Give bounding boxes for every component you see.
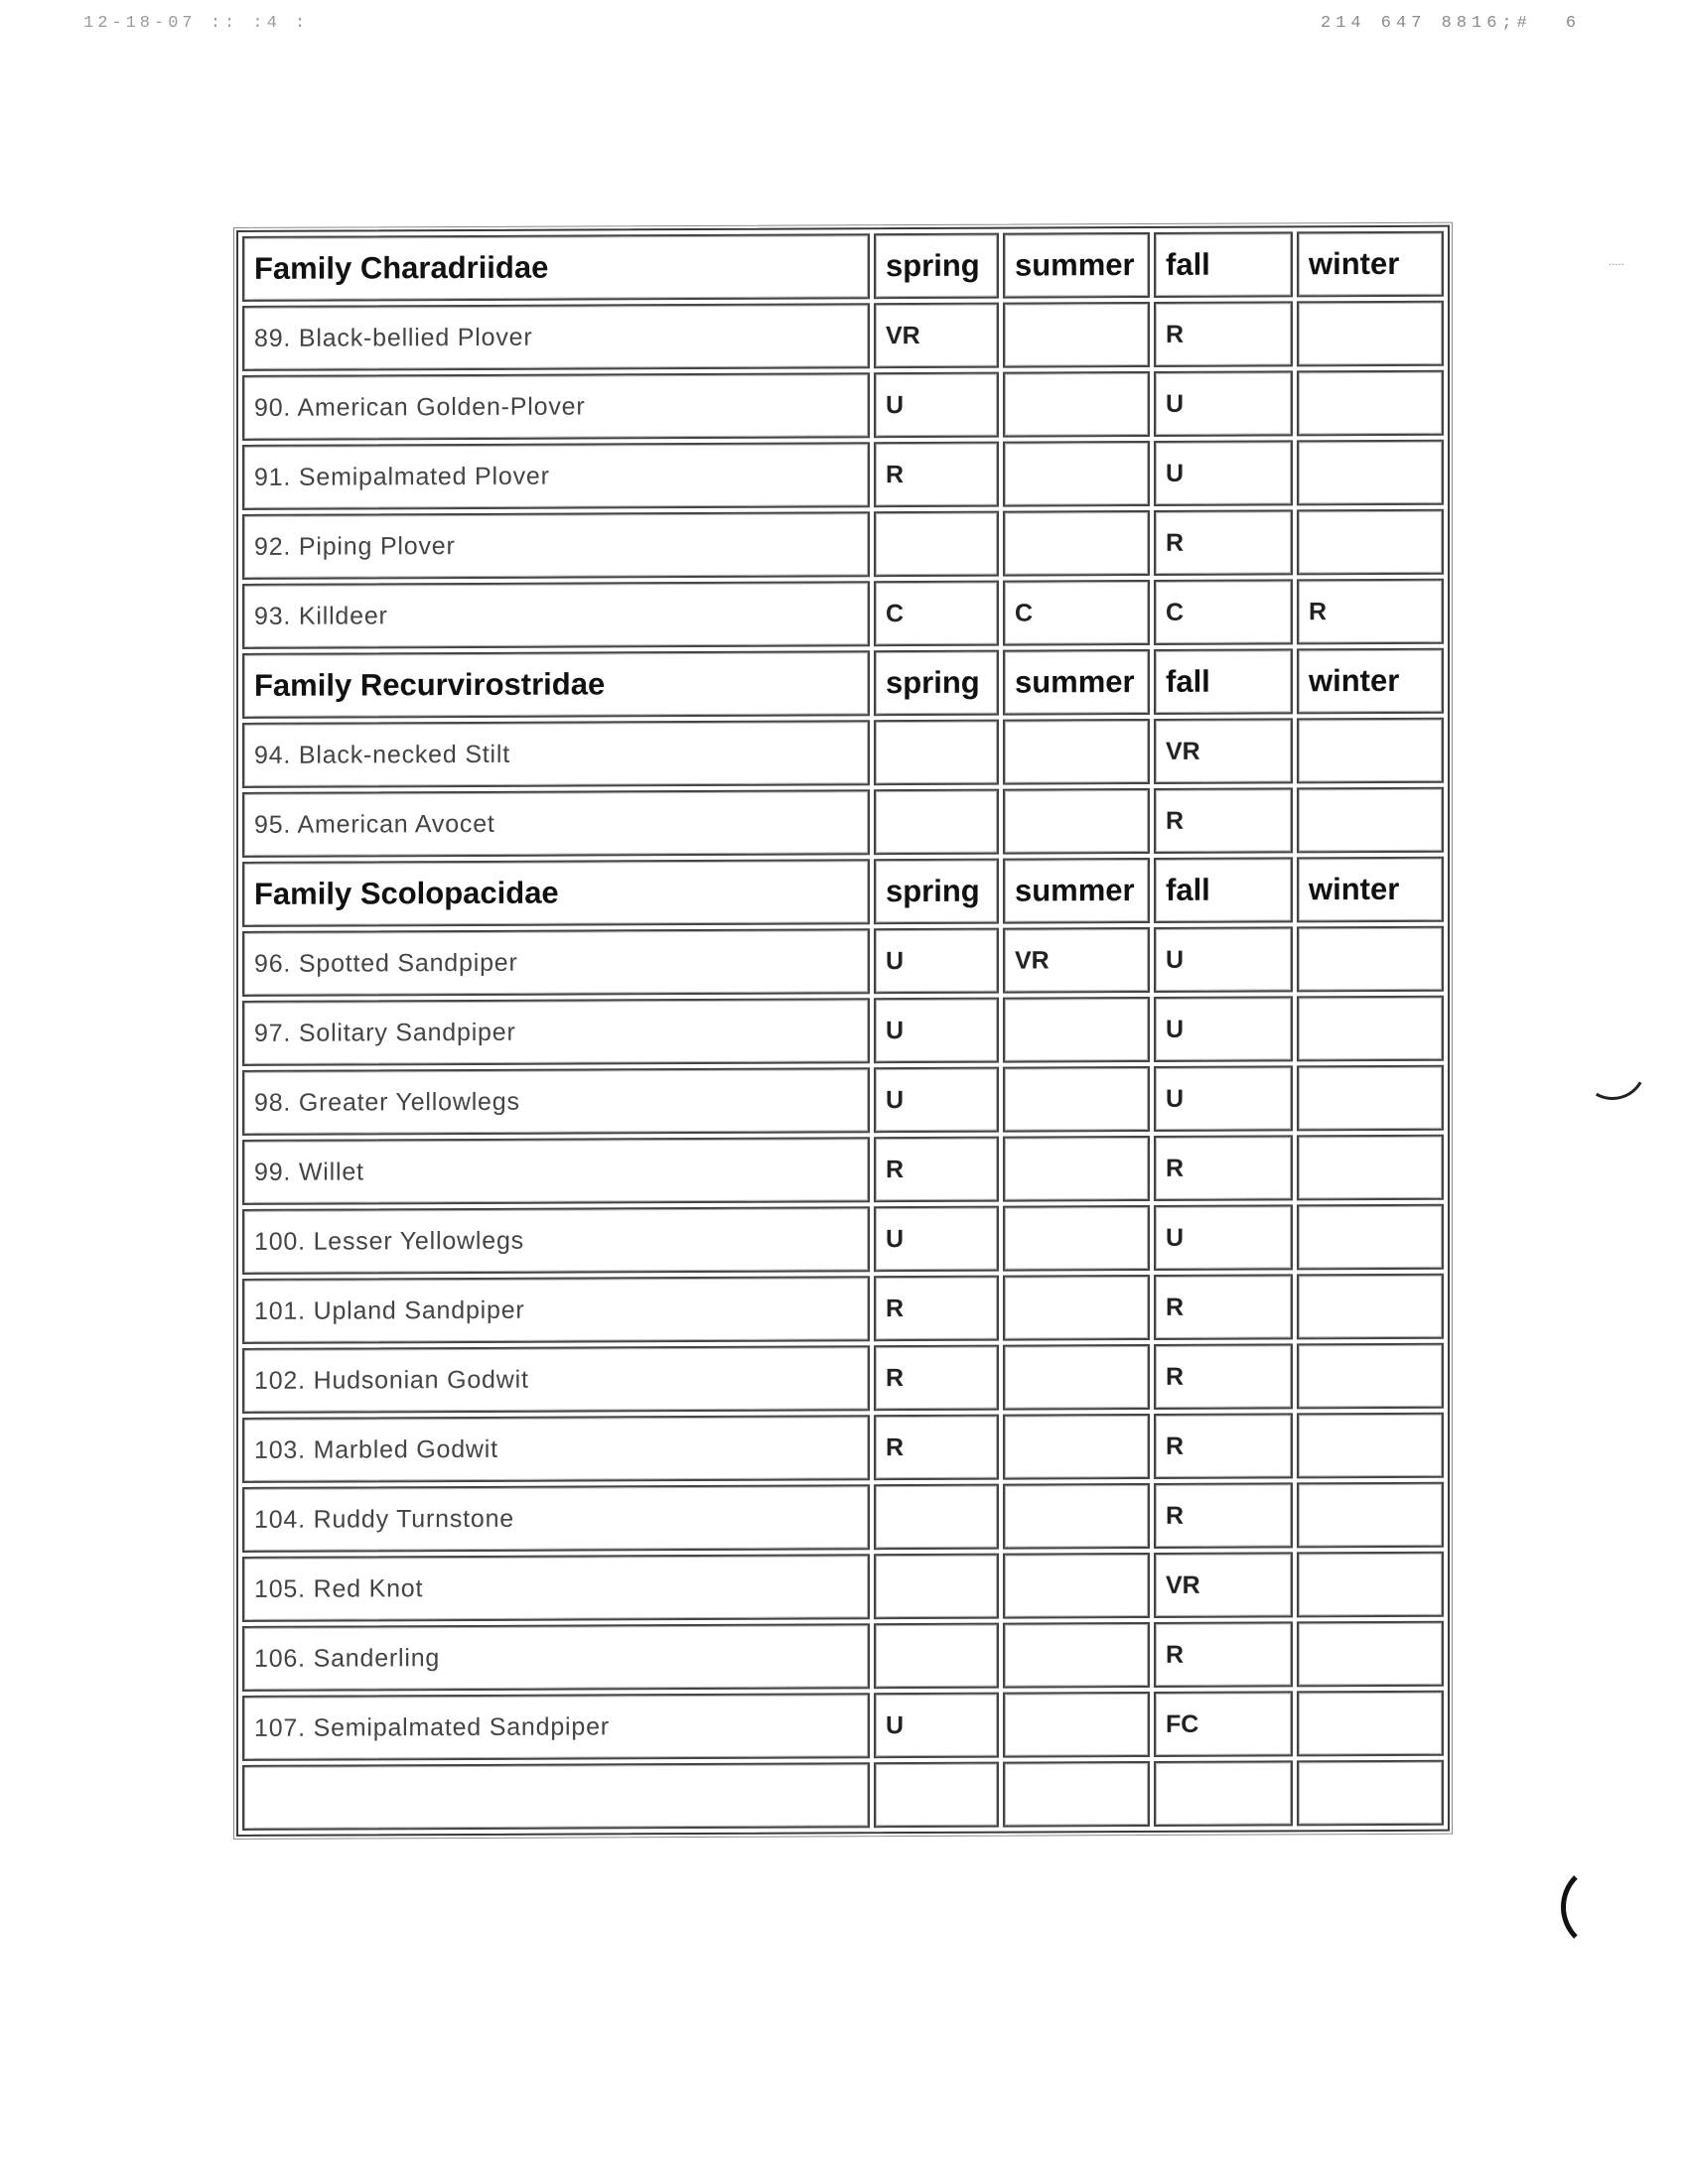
season-header-winter: winter: [1297, 648, 1444, 715]
table-row: [242, 1760, 1444, 1831]
status-spring: R: [874, 1345, 999, 1412]
status-summer: [1003, 1066, 1150, 1133]
species-name: 103. Marbled Godwit: [242, 1415, 870, 1483]
status-winter: [1297, 1274, 1444, 1340]
table-row: [242, 1065, 1444, 1136]
status-spring: [874, 1623, 999, 1690]
table-row: [242, 1204, 1444, 1275]
status-winter: [1297, 1621, 1444, 1688]
table-row: [242, 509, 1444, 580]
status-fall: C: [1154, 579, 1293, 645]
status-spring: U: [874, 928, 999, 995]
status-spring: U: [874, 998, 999, 1064]
season-header-winter: winter: [1297, 231, 1444, 298]
status-fall: R: [1154, 1482, 1293, 1549]
status-fall: R: [1154, 509, 1293, 576]
status-fall: R: [1154, 1621, 1293, 1688]
status-summer: [1003, 1275, 1150, 1341]
status-summer: [1003, 1622, 1150, 1689]
status-summer: [1003, 1414, 1150, 1480]
table-row: [242, 440, 1444, 510]
status-fall: U: [1154, 1065, 1293, 1132]
season-header-fall: fall: [1154, 231, 1293, 298]
season-header-spring: spring: [874, 233, 999, 300]
status-summer: [1003, 1344, 1150, 1411]
status-winter: [1297, 787, 1444, 854]
species-name: 97. Solitary Sandpiper: [242, 998, 870, 1066]
season-header-fall: fall: [1154, 648, 1293, 715]
fax-header-left: 12-18-07 :: :4 :: [83, 14, 310, 33]
table-row: [242, 1343, 1444, 1414]
status-fall: U: [1154, 996, 1293, 1062]
species-name: 104. Ruddy Turnstone: [242, 1484, 870, 1553]
table-row: [242, 1621, 1444, 1692]
status-spring: R: [874, 1276, 999, 1342]
status-spring: [874, 1484, 999, 1551]
status-summer: [1003, 719, 1150, 785]
status-winter: [1297, 996, 1444, 1062]
status-spring: U: [874, 1206, 999, 1273]
status-winter: [1297, 1760, 1444, 1827]
status-fall: U: [1154, 440, 1293, 506]
season-header-spring: spring: [874, 650, 999, 717]
status-fall: R: [1154, 301, 1293, 367]
status-summer: [1003, 1136, 1150, 1202]
status-summer: [1003, 788, 1150, 855]
status-spring: U: [874, 1067, 999, 1134]
status-winter: [1297, 1065, 1444, 1132]
status-fall: VR: [1154, 718, 1293, 784]
status-summer: [1003, 371, 1150, 438]
species-name: 90. American Golden-Plover: [242, 372, 870, 441]
species-name: [242, 1762, 870, 1831]
status-winter: [1297, 1482, 1444, 1549]
species-name: 101. Upland Sandpiper: [242, 1276, 870, 1344]
status-summer: [1003, 441, 1150, 507]
status-fall: U: [1154, 1204, 1293, 1271]
table-row: [242, 1135, 1444, 1205]
species-name: 95. American Avocet: [242, 789, 870, 858]
status-summer: [1003, 1483, 1150, 1550]
status-winter: [1297, 440, 1444, 506]
bird-checklist-table: [236, 225, 1450, 1837]
status-winter: [1297, 509, 1444, 576]
season-header-fall: fall: [1154, 857, 1293, 923]
status-winter: [1297, 926, 1444, 993]
status-fall: FC: [1154, 1691, 1293, 1757]
status-summer: C: [1003, 580, 1150, 646]
season-header-winter: winter: [1297, 857, 1444, 923]
family-name: Family Charadriidae: [242, 233, 870, 302]
table-row: [242, 926, 1444, 997]
status-fall: R: [1154, 1274, 1293, 1340]
status-fall: [1154, 1760, 1293, 1827]
status-summer: [1003, 510, 1150, 577]
status-spring: R: [874, 1137, 999, 1203]
status-summer: [1003, 302, 1150, 368]
status-winter: [1297, 370, 1444, 437]
family-header-row: [242, 231, 1444, 302]
family-name: Family Scolopacidae: [242, 859, 870, 927]
status-winter: [1297, 1343, 1444, 1410]
checklist-body: [242, 231, 1444, 1831]
season-header-summer: summer: [1003, 232, 1150, 299]
species-name: 106. Sanderling: [242, 1623, 870, 1692]
status-summer: [1003, 997, 1150, 1063]
season-header-spring: spring: [874, 859, 999, 925]
status-spring: R: [874, 1415, 999, 1481]
species-name: 100. Lesser Yellowlegs: [242, 1206, 870, 1275]
status-winter: R: [1297, 579, 1444, 645]
status-fall: U: [1154, 370, 1293, 437]
status-winter: [1297, 1204, 1444, 1271]
status-fall: VR: [1154, 1552, 1293, 1618]
table-row: [242, 1552, 1444, 1622]
species-name: 94. Black-necked Stilt: [242, 720, 870, 788]
table-row: [242, 301, 1444, 371]
status-summer: [1003, 1761, 1150, 1828]
status-winter: [1297, 1691, 1444, 1757]
species-name: 91. Semipalmated Plover: [242, 442, 870, 510]
table-row: [242, 1691, 1444, 1761]
species-name: 89. Black-bellied Plover: [242, 303, 870, 371]
status-spring: [874, 1554, 999, 1620]
scan-speck: ·····: [1609, 260, 1624, 271]
species-name: 99. Willet: [242, 1137, 870, 1205]
status-summer: [1003, 1692, 1150, 1758]
status-winter: [1297, 1413, 1444, 1479]
fax-page-number: 6: [1565, 14, 1582, 33]
status-spring: C: [874, 581, 999, 647]
status-spring: [874, 511, 999, 578]
status-winter: [1297, 1552, 1444, 1618]
status-winter: [1297, 718, 1444, 784]
status-summer: [1003, 1205, 1150, 1272]
species-name: 102. Hudsonian Godwit: [242, 1345, 870, 1414]
fax-phone-number: 214 647 8816;#: [1321, 14, 1532, 33]
status-spring: [874, 1762, 999, 1829]
status-fall: U: [1154, 926, 1293, 993]
family-header-row: [242, 648, 1444, 719]
fax-header-right: [1321, 14, 1581, 33]
table-row: [242, 370, 1444, 441]
table-row: [242, 996, 1444, 1066]
species-name: 98. Greater Yellowlegs: [242, 1067, 870, 1136]
status-fall: R: [1154, 787, 1293, 854]
species-name: 96. Spotted Sandpiper: [242, 928, 870, 997]
status-spring: [874, 720, 999, 786]
table-row: [242, 579, 1444, 649]
species-name: 107. Semipalmated Sandpiper: [242, 1693, 870, 1761]
status-fall: R: [1154, 1343, 1293, 1410]
status-summer: VR: [1003, 927, 1150, 994]
status-winter: [1297, 301, 1444, 367]
table-row: [242, 1482, 1444, 1553]
status-winter: [1297, 1135, 1444, 1201]
table-row: [242, 787, 1444, 858]
family-name: Family Recurvirostridae: [242, 650, 870, 719]
status-fall: R: [1154, 1135, 1293, 1201]
status-spring: [874, 789, 999, 856]
status-spring: R: [874, 442, 999, 508]
status-fall: R: [1154, 1413, 1293, 1479]
species-name: 93. Killdeer: [242, 581, 870, 649]
scan-curve-mark: [1571, 1024, 1653, 1107]
scan-curve-mark: [1561, 1862, 1650, 1952]
status-summer: [1003, 1553, 1150, 1619]
status-spring: U: [874, 1693, 999, 1759]
species-name: 92. Piping Plover: [242, 511, 870, 580]
season-header-summer: summer: [1003, 649, 1150, 716]
status-spring: VR: [874, 303, 999, 369]
season-header-summer: summer: [1003, 858, 1150, 924]
family-header-row: [242, 857, 1444, 927]
table-row: [242, 1274, 1444, 1344]
table-row: [242, 1413, 1444, 1483]
table-row: [242, 718, 1444, 788]
status-spring: U: [874, 372, 999, 439]
species-name: 105. Red Knot: [242, 1554, 870, 1622]
